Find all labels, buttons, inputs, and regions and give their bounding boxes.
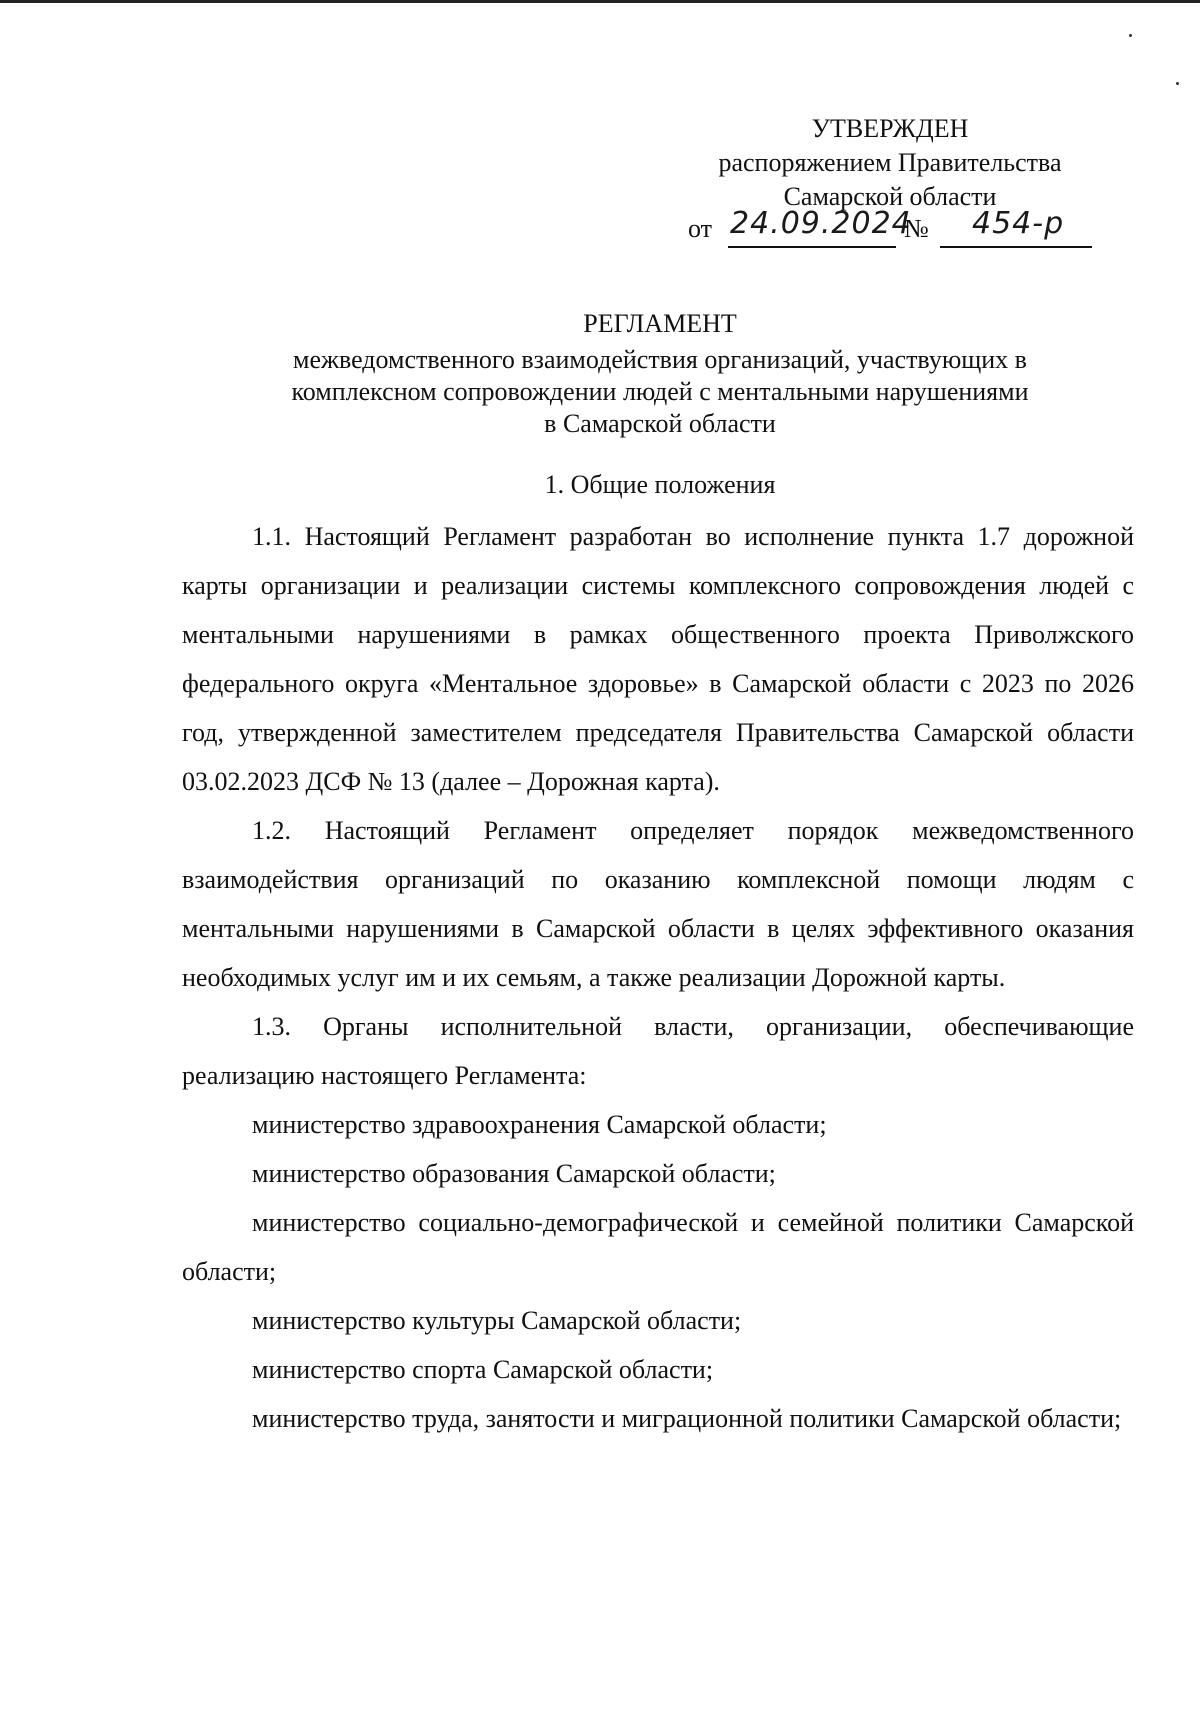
date-underline (728, 246, 896, 248)
scan-speck (1129, 34, 1132, 37)
document-body (182, 512, 1134, 1443)
list-item: министерство спорта Самарской области; (252, 1355, 714, 1384)
document-type: РЕГЛАМЕНТ (583, 309, 737, 338)
date-prefix: от (688, 214, 713, 243)
list-item: министерство образования Самарской области; (252, 1159, 776, 1188)
approval-date-number (688, 206, 1108, 254)
number-underline (940, 246, 1092, 248)
list-item: министерство культуры Самарской области; (252, 1306, 742, 1335)
list-item: министерство социально-демографической и семейной политики Самарской области; (182, 1208, 1134, 1286)
scan-speck (1176, 82, 1179, 85)
approval-stamp (680, 112, 1100, 214)
document-title (180, 308, 1140, 440)
number-sign: № (904, 214, 929, 243)
paragraph-1-2: 1.2. Настоящий Регламент определяет порядок межведомственного взаимодействия организаций по оказанию комплексной помощи людям с ментальными нарушениями в Самарской области в целях эффективного оказания необходимых услуг им и их семьям, а также реализации Дорожной карты. (182, 816, 1134, 992)
scan-top-border (0, 0, 1200, 3)
paragraph-1-3: 1.3. Органы исполнительной власти, организации, обеспечивающие реализацию настоящего Регламента: (182, 1012, 1134, 1090)
title-line-2: комплексном сопровождении людей с ментальными нарушениями (291, 377, 1029, 406)
title-line-3: в Самарской области (544, 409, 776, 438)
section-heading: 1. Общие положения (544, 470, 776, 499)
approval-region: Самарской области (783, 182, 997, 211)
approval-title: УТВЕРЖДЕН (811, 114, 969, 143)
title-line-1: межведомственного взаимодействия организаций, участвующих в (293, 345, 1027, 374)
paragraph-1-1: 1.1. Настоящий Регламент разработан во исполнение пункта 1.7 дорожной карты организации и реализации системы комплексного сопровождения людей с ментальными нарушениями в рамках общественного проекта Приволжского федерального округа «Ментальное здоровье» в Самарской области с 2023 по 2026 год, утвержденной заместителем председателя Правительства Самарской области 03.02.2023 ДСФ № 13 (далее – Дорожная карта). (182, 522, 1134, 796)
list-item: министерство труда, занятости и миграционной политики Самарской области; (252, 1404, 1122, 1433)
handwritten-number: 454-р (972, 206, 1065, 241)
list-item: министерство здравоохранения Самарской области; (252, 1110, 827, 1139)
approval-authority: распоряжением Правительства (718, 148, 1062, 177)
handwritten-date: 24.09.2024 (730, 206, 912, 241)
